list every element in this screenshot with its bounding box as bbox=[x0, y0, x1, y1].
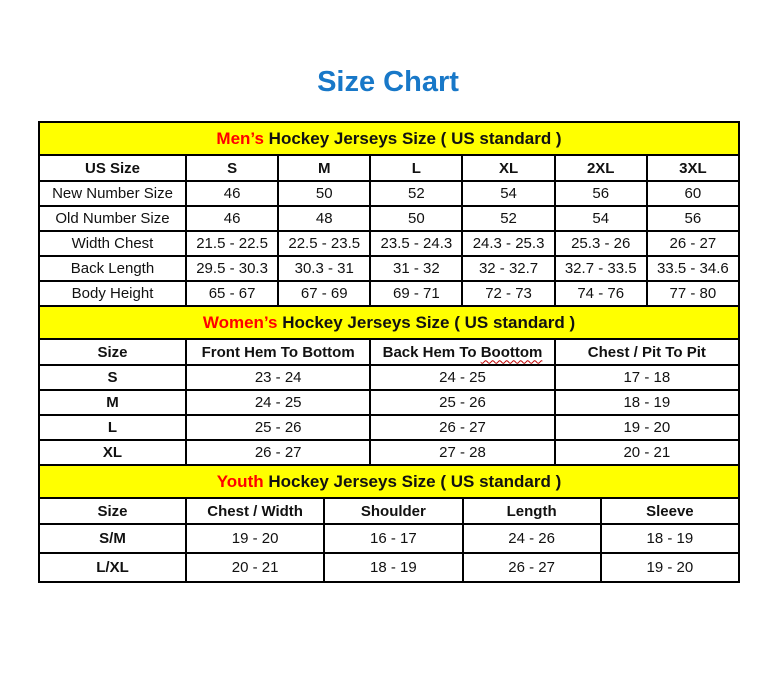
cell-value: 60 bbox=[647, 181, 739, 206]
cell-value: 31 - 32 bbox=[370, 256, 462, 281]
cell-value: 72 - 73 bbox=[462, 281, 554, 306]
cell-value: 30.3 - 31 bbox=[278, 256, 370, 281]
column-header: Chest / Pit To Pit bbox=[555, 339, 739, 365]
cell-value: 54 bbox=[555, 206, 647, 231]
section-table-mens bbox=[38, 121, 740, 307]
row-label: Back Length bbox=[39, 256, 186, 281]
cell-value: 56 bbox=[555, 181, 647, 206]
cell-value: 33.5 - 34.6 bbox=[647, 256, 739, 281]
cell-value: 24.3 - 25.3 bbox=[462, 231, 554, 256]
row-label: S bbox=[39, 365, 186, 390]
band-highlight: Women’s bbox=[202, 312, 278, 332]
column-header: US Size bbox=[39, 155, 186, 181]
row-label: L/XL bbox=[39, 553, 186, 582]
band-text: Hockey Jerseys Size ( US standard ) bbox=[263, 128, 562, 148]
cell-value: 48 bbox=[278, 206, 370, 231]
table-row bbox=[39, 256, 739, 281]
cell-value: 24 - 25 bbox=[186, 390, 370, 415]
section-band-youth bbox=[39, 465, 739, 498]
row-label: Body Height bbox=[39, 281, 186, 306]
column-header: Back Hem To Boottom bbox=[370, 339, 554, 365]
cell-value: 18 - 19 bbox=[601, 524, 739, 553]
cell-value: 32.7 - 33.5 bbox=[555, 256, 647, 281]
size-chart-tables bbox=[38, 121, 740, 583]
cell-value: 27 - 28 bbox=[370, 440, 554, 465]
table-row bbox=[39, 553, 739, 582]
column-header: 2XL bbox=[555, 155, 647, 181]
table-row bbox=[39, 365, 739, 390]
table-row bbox=[39, 524, 739, 553]
column-header: Length bbox=[463, 498, 601, 524]
cell-value: 32 - 32.7 bbox=[462, 256, 554, 281]
column-header: L bbox=[370, 155, 462, 181]
cell-value: 25.3 - 26 bbox=[555, 231, 647, 256]
column-header: Shoulder bbox=[324, 498, 462, 524]
cell-value: 46 bbox=[186, 206, 278, 231]
cell-value: 23 - 24 bbox=[186, 365, 370, 390]
row-label: L bbox=[39, 415, 186, 440]
column-header: Chest / Width bbox=[186, 498, 324, 524]
cell-value: 24 - 26 bbox=[463, 524, 601, 553]
column-header: M bbox=[278, 155, 370, 181]
row-label: Width Chest bbox=[39, 231, 186, 256]
cell-value: 19 - 20 bbox=[601, 553, 739, 582]
cell-value: 54 bbox=[462, 181, 554, 206]
cell-value: 18 - 19 bbox=[324, 553, 462, 582]
row-label: Old Number Size bbox=[39, 206, 186, 231]
cell-value: 23.5 - 24.3 bbox=[370, 231, 462, 256]
cell-value: 17 - 18 bbox=[555, 365, 739, 390]
cell-value: 19 - 20 bbox=[555, 415, 739, 440]
section-band-womens bbox=[39, 306, 739, 339]
cell-value: 74 - 76 bbox=[555, 281, 647, 306]
band-text: Hockey Jerseys Size ( US standard ) bbox=[277, 312, 576, 332]
column-header: Front Hem To Bottom bbox=[186, 339, 370, 365]
table-row bbox=[39, 206, 739, 231]
row-label: New Number Size bbox=[39, 181, 186, 206]
column-header: S bbox=[186, 155, 278, 181]
column-header: Sleeve bbox=[601, 498, 739, 524]
cell-value: 65 - 67 bbox=[186, 281, 278, 306]
cell-value: 26 - 27 bbox=[647, 231, 739, 256]
cell-value: 77 - 80 bbox=[647, 281, 739, 306]
band-highlight: Youth bbox=[216, 471, 264, 491]
row-label: S/M bbox=[39, 524, 186, 553]
cell-value: 20 - 21 bbox=[186, 553, 324, 582]
cell-value: 52 bbox=[370, 181, 462, 206]
cell-value: 50 bbox=[278, 181, 370, 206]
cell-value: 67 - 69 bbox=[278, 281, 370, 306]
band-highlight: Men’s bbox=[216, 128, 264, 148]
cell-value: 52 bbox=[462, 206, 554, 231]
table-row bbox=[39, 390, 739, 415]
cell-value: 46 bbox=[186, 181, 278, 206]
section-band-mens bbox=[39, 122, 739, 155]
table-row bbox=[39, 231, 739, 256]
table-row bbox=[39, 181, 739, 206]
misspelled-word: Boottom bbox=[480, 343, 543, 361]
cell-value: 24 - 25 bbox=[370, 365, 554, 390]
cell-value: 26 - 27 bbox=[463, 553, 601, 582]
cell-value: 21.5 - 22.5 bbox=[186, 231, 278, 256]
table-row bbox=[39, 281, 739, 306]
cell-value: 69 - 71 bbox=[370, 281, 462, 306]
section-table-youth bbox=[38, 464, 740, 583]
row-label: M bbox=[39, 390, 186, 415]
band-text: Hockey Jerseys Size ( US standard ) bbox=[263, 471, 562, 491]
column-header: Size bbox=[39, 339, 186, 365]
column-header: 3XL bbox=[647, 155, 739, 181]
cell-value: 18 - 19 bbox=[555, 390, 739, 415]
cell-value: 22.5 - 23.5 bbox=[278, 231, 370, 256]
cell-value: 26 - 27 bbox=[370, 415, 554, 440]
cell-value: 19 - 20 bbox=[186, 524, 324, 553]
cell-value: 50 bbox=[370, 206, 462, 231]
cell-value: 20 - 21 bbox=[555, 440, 739, 465]
page-title: Size Chart bbox=[317, 66, 459, 98]
column-header: Size bbox=[39, 498, 186, 524]
table-row bbox=[39, 440, 739, 465]
cell-value: 25 - 26 bbox=[186, 415, 370, 440]
row-label: XL bbox=[39, 440, 186, 465]
cell-value: 25 - 26 bbox=[370, 390, 554, 415]
cell-value: 29.5 - 30.3 bbox=[186, 256, 278, 281]
cell-value: 16 - 17 bbox=[324, 524, 462, 553]
table-row bbox=[39, 415, 739, 440]
column-header: XL bbox=[462, 155, 554, 181]
section-table-womens bbox=[38, 305, 740, 466]
cell-value: 56 bbox=[647, 206, 739, 231]
cell-value: 26 - 27 bbox=[186, 440, 370, 465]
